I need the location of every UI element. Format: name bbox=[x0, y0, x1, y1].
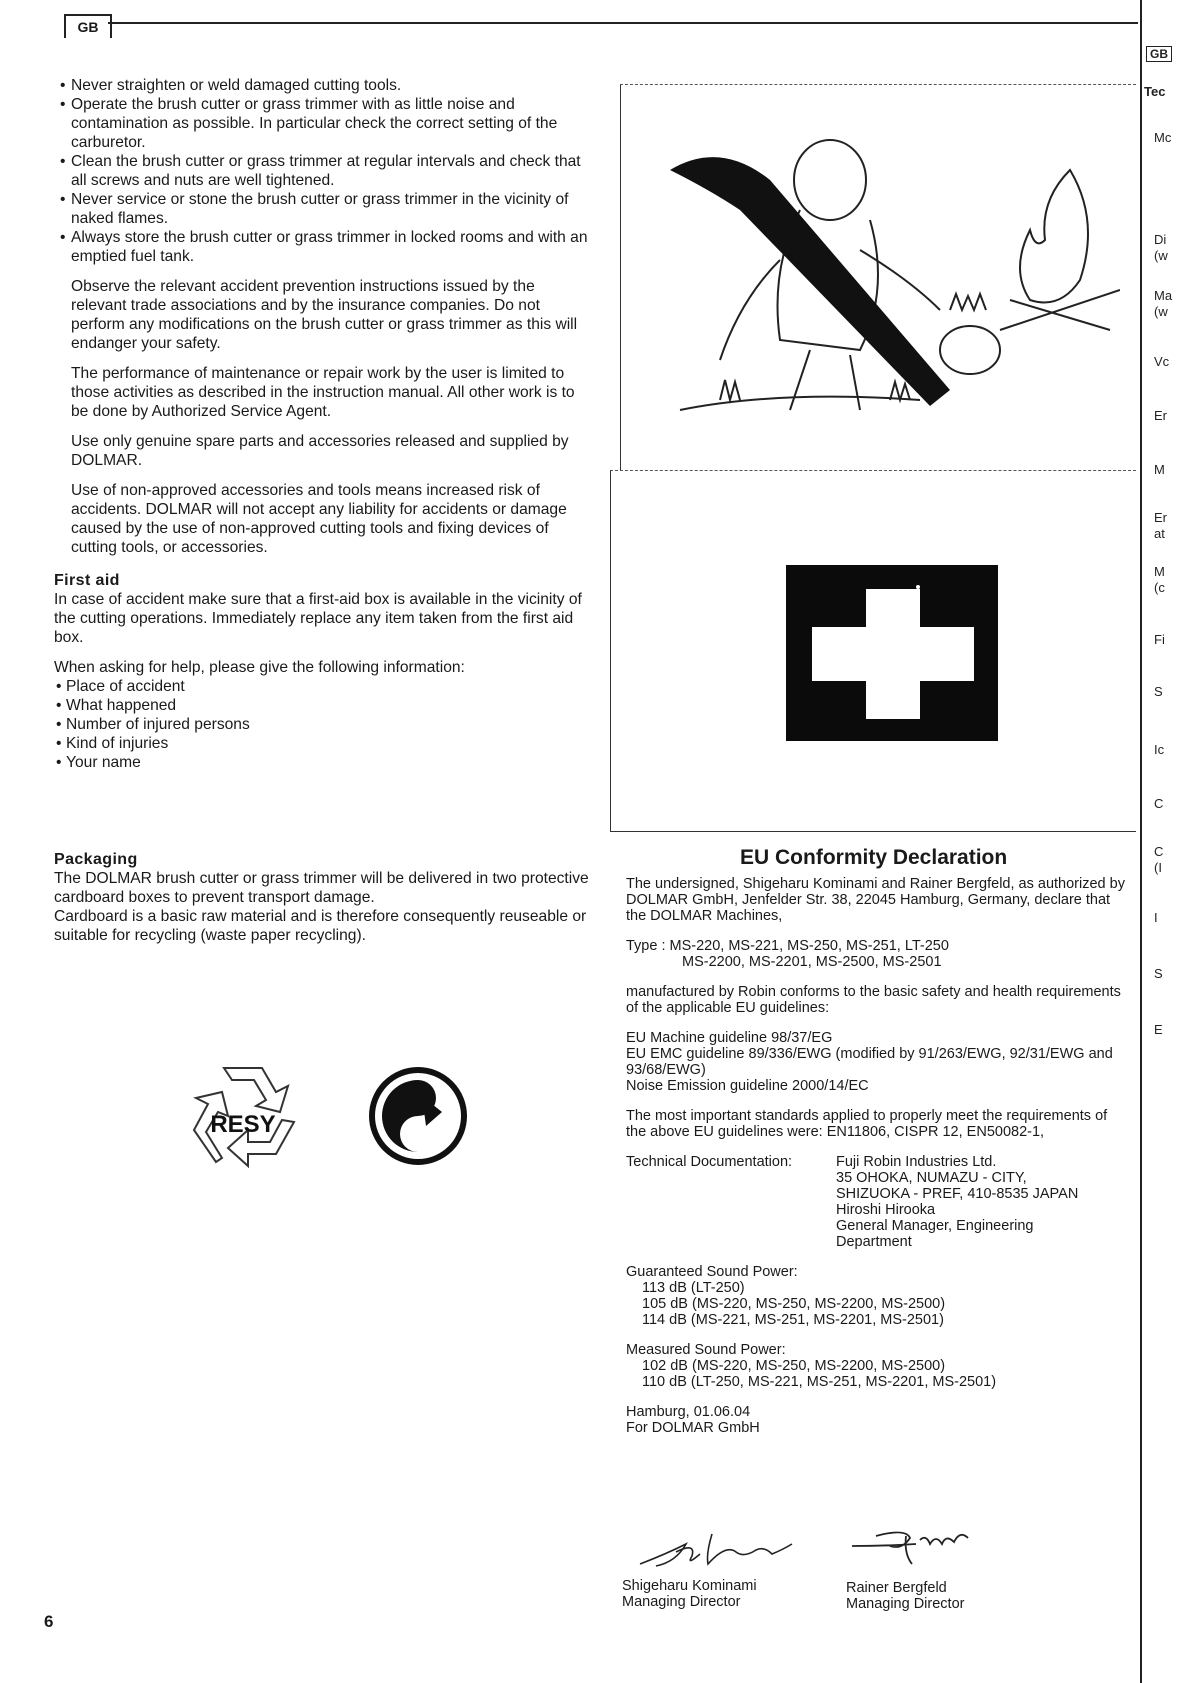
signer-title: Managing Director bbox=[846, 1596, 965, 1612]
eu-declaration-title: EU Conformity Declaration bbox=[740, 846, 1008, 869]
next-page-title: Tec bbox=[1144, 84, 1166, 99]
help-item: • Place of accident bbox=[54, 677, 594, 696]
packaging-text: Cardboard is a basic raw material and is therefore consequently reuseable or suitable for recycling (waste paper recycling). bbox=[54, 908, 587, 944]
next-page-fragment: (c bbox=[1154, 580, 1165, 595]
paragraph: Use of non-approved accessories and tools means increased risk of accidents. DOLMAR will not accept any liability for accidents or damage caused by the use of non-approved cutting tools and fixing devices of cutting tools, or accessories. bbox=[71, 482, 567, 556]
measured-sound-label: Measured Sound Power: bbox=[626, 1342, 786, 1358]
bullet-item: • Operate the brush cutter or grass trimmer with as little noise and contamination as possible. In particular check the correct setting of the carburetor. bbox=[54, 95, 594, 152]
next-page-tab: GB bbox=[1146, 46, 1172, 62]
next-page-fragment: Er bbox=[1154, 510, 1167, 525]
next-page-fragment: Ma bbox=[1154, 288, 1173, 303]
next-page-fragment: (w bbox=[1154, 248, 1168, 263]
eu-type-line: Type : MS-220, MS-221, MS-250, MS-251, LT-250 bbox=[626, 938, 949, 954]
safety-bullets bbox=[54, 76, 594, 266]
next-page-fragment: Ic bbox=[1154, 742, 1165, 757]
guaranteed-sound-label: Guaranteed Sound Power: bbox=[626, 1264, 798, 1280]
signer-title: Managing Director bbox=[622, 1594, 741, 1610]
next-page-fragment: (I bbox=[1154, 860, 1162, 875]
no-smoking-near-fire-illustration bbox=[660, 110, 1120, 430]
first-aid-icon bbox=[786, 565, 998, 741]
help-intro: When asking for help, please give the following information: bbox=[54, 659, 465, 676]
eu-guideline: EU Machine guideline 98/37/EG bbox=[626, 1030, 833, 1046]
first-aid-heading: First aid bbox=[54, 572, 120, 589]
next-page-fragment: I bbox=[1154, 910, 1158, 925]
eu-manufactured: manufactured by Robin conforms to the basic safety and health requirements of the applicable EU guidelines: bbox=[626, 984, 1121, 1016]
measured-sound-line: 110 dB (LT-250, MS-221, MS-251, MS-2201, MS-2501) bbox=[642, 1374, 997, 1390]
bullet-item: • Clean the brush cutter or grass trimmer at regular intervals and check that all screws and nuts are well tightened. bbox=[54, 152, 594, 190]
left-column bbox=[54, 76, 594, 945]
packaging-heading: Packaging bbox=[54, 851, 138, 868]
green-dot-icon bbox=[368, 1066, 468, 1166]
eu-declaration bbox=[626, 876, 1126, 1436]
help-item: • Number of injured persons bbox=[54, 715, 594, 734]
paragraph: The performance of maintenance or repair work by the user is limited to those activities as described in the instruction manual. All other work is to be done by Authorized Service Agent. bbox=[71, 365, 575, 420]
signer-block bbox=[622, 1578, 757, 1610]
place-date: Hamburg, 01.06.04 bbox=[626, 1404, 751, 1420]
next-page-fragment: S bbox=[1154, 966, 1163, 981]
paragraph: Use only genuine spare parts and accessories released and supplied by DOLMAR. bbox=[71, 433, 569, 469]
eu-guideline: Noise Emission guideline 2000/14/EC bbox=[626, 1078, 869, 1094]
header-rule bbox=[108, 22, 1138, 24]
paragraph: Observe the relevant accident prevention instructions issued by the relevant trade associations and by the insurance companies. Do not perform any modifications on the brush cutter or grass trimmer as this will endanger your safety. bbox=[71, 278, 578, 352]
eu-tech-doc bbox=[626, 1154, 1126, 1250]
next-page-fragment: C bbox=[1154, 844, 1164, 859]
next-page-fragment: S bbox=[1154, 684, 1163, 699]
bullet-item: • Never straighten or weld damaged cutting tools. bbox=[54, 76, 594, 95]
next-page-fragment: C bbox=[1154, 796, 1164, 811]
eu-intro: The undersigned, Shigeharu Kominami and Rainer Bergfeld, as authorized by DOLMAR GmbH, Jenfelder Str. 38, 22045 Hamburg, Germany, declare that the DOLMAR Machines, bbox=[626, 876, 1125, 924]
first-aid-text: In case of accident make sure that a first-aid box is available in the vicinity of the cutting operations. Immediately replace any item taken from the first aid box. bbox=[54, 591, 582, 646]
next-page-fragment: Vc bbox=[1154, 354, 1170, 369]
bullet-item: • Never service or stone the brush cutter or grass trimmer in the vicinity of naked flames. bbox=[54, 190, 594, 228]
help-item: • Kind of injuries bbox=[54, 734, 594, 753]
signer-block bbox=[846, 1580, 964, 1612]
tech-doc-line: General Manager, Engineering bbox=[836, 1218, 1034, 1234]
recycle-logo-text: RESY bbox=[210, 1111, 276, 1138]
language-tab: GB bbox=[64, 14, 112, 38]
help-list bbox=[54, 677, 594, 772]
guaranteed-sound-line: 114 dB (MS-221, MS-251, MS-2201, MS-2501) bbox=[642, 1312, 944, 1328]
next-page-fragment: Mc bbox=[1154, 130, 1172, 145]
next-page-fragment: M bbox=[1154, 462, 1165, 477]
next-page-fragment: Fi bbox=[1154, 632, 1165, 647]
help-item: • Your name bbox=[54, 753, 594, 772]
page-number: 6 bbox=[44, 1612, 54, 1631]
tech-doc-label: Technical Documentation: bbox=[626, 1154, 793, 1170]
packaging-text: The DOLMAR brush cutter or grass trimmer will be delivered in two protective cardboard boxes to prevent transport damage. bbox=[54, 870, 589, 906]
next-page-fragment: E bbox=[1154, 1022, 1163, 1037]
next-page-edge bbox=[1140, 0, 1191, 1683]
signer-name: Shigeharu Kominami bbox=[622, 1578, 757, 1594]
signer-name: Rainer Bergfeld bbox=[846, 1580, 947, 1596]
next-page-fragment: Di bbox=[1154, 232, 1167, 247]
tech-doc-line: 35 OHOKA, NUMAZU - CITY, bbox=[836, 1170, 1027, 1186]
signature-kominami bbox=[636, 1524, 806, 1574]
guaranteed-sound-line: 105 dB (MS-220, MS-250, MS-2200, MS-2500) bbox=[642, 1296, 946, 1312]
measured-sound-line: 102 dB (MS-220, MS-250, MS-2200, MS-2500) bbox=[642, 1358, 946, 1374]
next-page-fragment: (w bbox=[1154, 304, 1168, 319]
next-page-fragment: at bbox=[1154, 526, 1165, 541]
next-page-fragment: Er bbox=[1154, 408, 1167, 423]
bullet-item: • Always store the brush cutter or grass trimmer in locked rooms and with an emptied fuel tank. bbox=[54, 228, 594, 266]
tech-doc-line: Fuji Robin Industries Ltd. bbox=[836, 1154, 997, 1170]
tech-doc-line: SHIZUOKA - PREF, 410-8535 JAPAN bbox=[836, 1186, 1079, 1202]
eu-standards: The most important standards applied to properly meet the requirements of the above EU guidelines were: EN11806, CISPR 12, EN50082-1, bbox=[626, 1108, 1108, 1140]
help-item: • What happened bbox=[54, 696, 594, 715]
signature-bergfeld bbox=[846, 1520, 986, 1570]
recycle-logo bbox=[176, 1058, 310, 1176]
tech-doc-line: Department bbox=[836, 1234, 912, 1250]
eu-guideline: EU EMC guideline 89/336/EWG (modified by 91/263/EWG, 92/31/EWG and 93/68/EWG) bbox=[626, 1046, 1113, 1078]
eu-type-line: MS-2200, MS-2201, MS-2500, MS-2501 bbox=[682, 954, 942, 970]
next-page-fragment: M bbox=[1154, 564, 1165, 579]
guaranteed-sound-line: 113 dB (LT-250) bbox=[642, 1280, 745, 1296]
for-company: For DOLMAR GmbH bbox=[626, 1420, 760, 1436]
tech-doc-line: Hiroshi Hirooka bbox=[836, 1202, 936, 1218]
